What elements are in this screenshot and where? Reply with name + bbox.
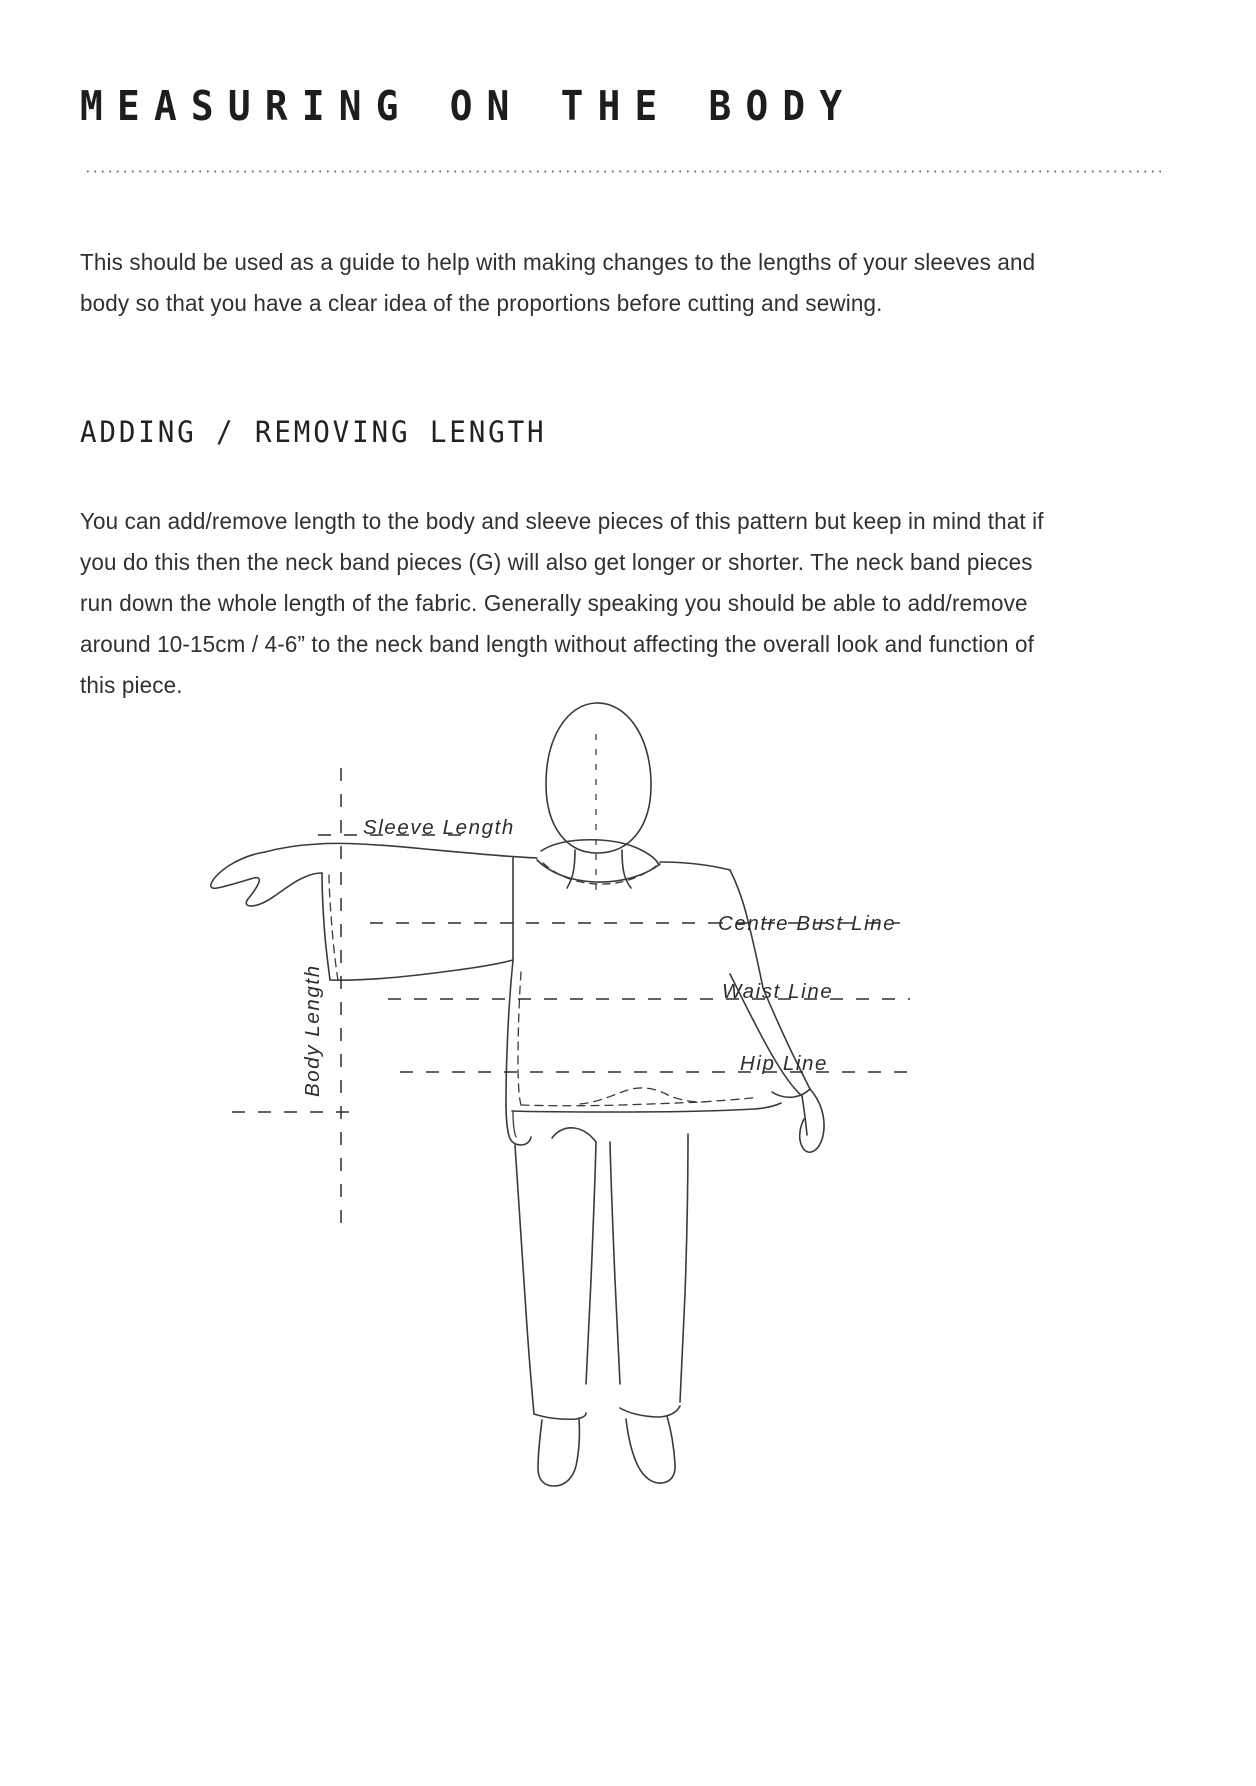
measuring-diagram <box>210 672 1150 1482</box>
sleeve-top-edge <box>265 844 318 852</box>
sleeve-bottom-edge <box>330 960 513 980</box>
garment-hem <box>512 1109 755 1112</box>
hand-outline <box>211 852 322 906</box>
trouser-left-outer <box>515 1145 534 1414</box>
centre-bust-line-label: Centre Bust Line <box>718 912 897 935</box>
trouser-right-outer <box>680 1134 688 1402</box>
page-title: MEASURING ON THE BODY <box>80 82 857 131</box>
collar-lower-edge <box>537 860 660 882</box>
left-shoulder-seam <box>318 843 537 858</box>
hem-drape-curve <box>580 1088 702 1104</box>
hip-line-label: Hip Line <box>740 1052 829 1075</box>
collar-stitch <box>543 863 656 884</box>
hem-vent-inner <box>513 1112 516 1137</box>
adding-removing-length-paragraph: You can add/remove length to the body and sleeve pieces of this pattern but keep in mind that if you do this then the neck band pieces (G) will also get longer or shorter. The neck band pieces run down the whole length of the fabric. Generally speaking you should be able to add/remove around 10-15cm / 4-6” to the neck band length without affecting the overall look and function of this piece. <box>80 507 1044 698</box>
left-foot <box>538 1419 579 1486</box>
sleeve-length-label: Sleeve Length <box>363 816 515 839</box>
trouser-left-inner <box>586 1142 596 1384</box>
trouser-right-hem <box>620 1406 680 1417</box>
right-shoulder-seam <box>660 862 730 870</box>
hem-stitch <box>521 1097 758 1106</box>
right-arm-inner <box>802 1096 807 1135</box>
trouser-crotch <box>552 1128 596 1142</box>
torso-left-seam <box>506 960 513 1105</box>
body-measurement-illustration <box>210 672 1150 1482</box>
trouser-left-hem <box>534 1413 586 1419</box>
section-heading-adding-removing-length: ADDING / REMOVING LENGTH <box>80 415 547 450</box>
body-length-label: Body Length <box>301 964 324 1097</box>
right-hand <box>800 1089 824 1152</box>
head-shape <box>546 703 651 853</box>
right-foot <box>626 1416 675 1483</box>
intro-paragraph: This should be used as a guide to help with making changes to the lengths of your sleeves and body so that you have a clear idea of the proportions before cutting and sewing. <box>80 248 1036 316</box>
trouser-right-inner <box>610 1142 620 1384</box>
title-divider <box>84 170 1161 173</box>
side-seam-stitch <box>518 972 521 1105</box>
garment-hem-right <box>755 1103 781 1109</box>
sleeve-cuff-stitch <box>329 875 338 981</box>
flared-sleeve-hem <box>772 1089 810 1097</box>
waist-line-label: Waist Line <box>722 980 834 1003</box>
